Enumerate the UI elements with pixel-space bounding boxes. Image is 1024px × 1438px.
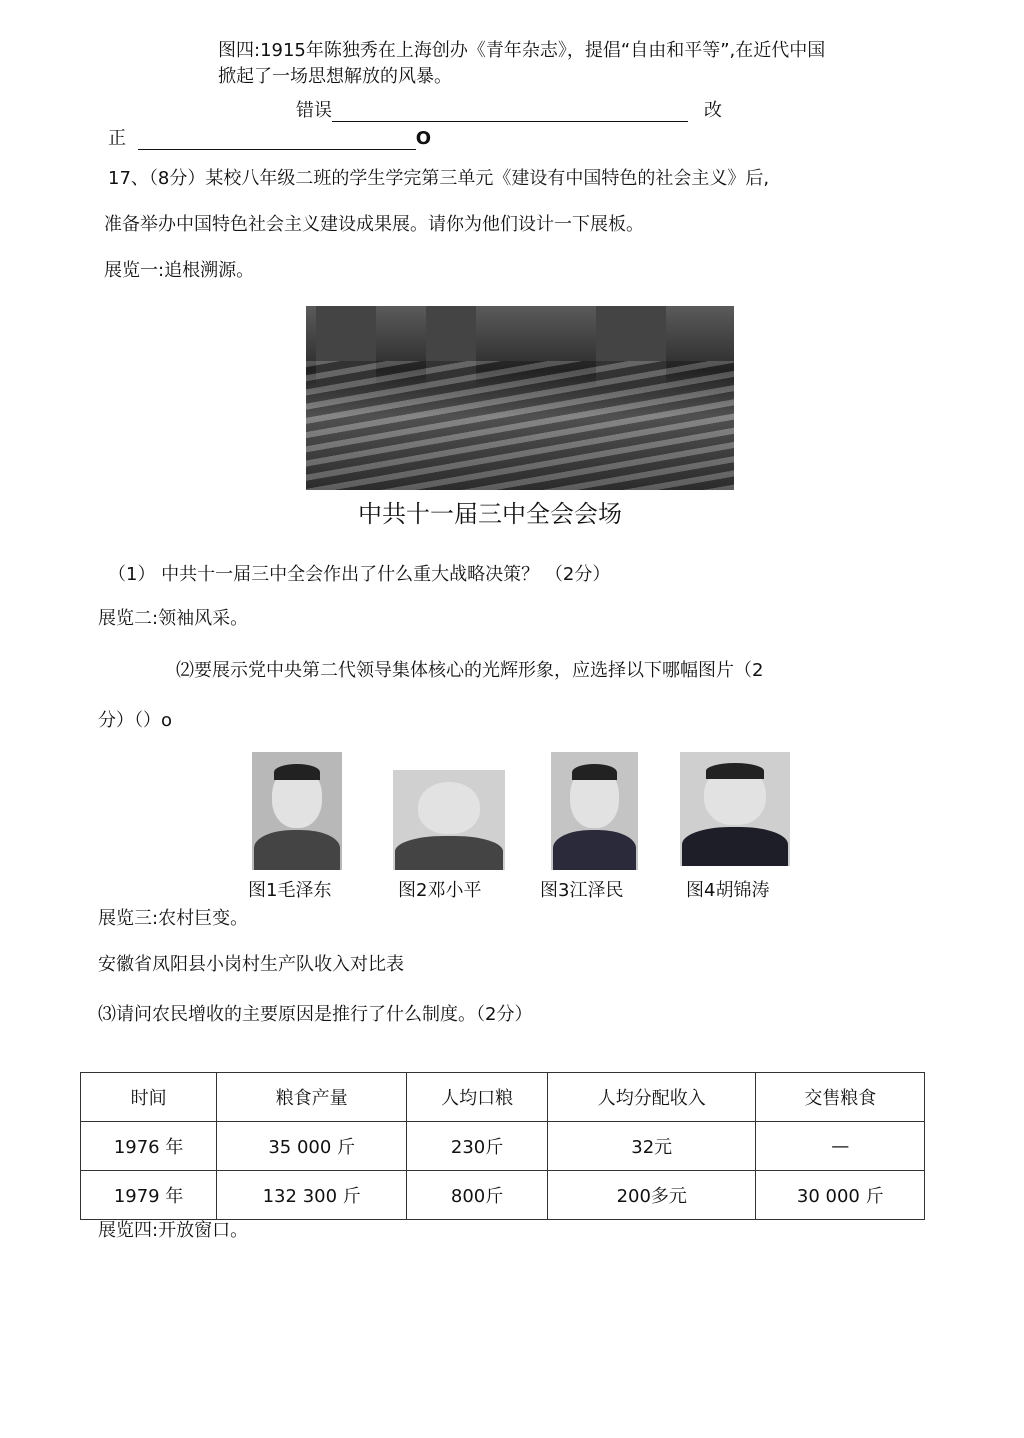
sub-question-3: ⑶请问农民增收的主要原因是推行了什么制度。（2分） [98, 1004, 533, 1025]
table-header-cell: 人均口粮 [407, 1073, 548, 1122]
portrait-caption-3: 图3江泽民 [540, 880, 624, 901]
end-mark: O [415, 128, 432, 149]
error-answer-blank[interactable] [332, 101, 688, 122]
fig4-text-line2: 掀起了一场思想解放的风暴。 [218, 66, 452, 87]
table-cell: 200多元 [548, 1171, 756, 1220]
exhibit2-title: 展览二:领袖风采。 [98, 608, 249, 629]
table-title: 安徽省凤阳县小岗村生产队收入对比表 [98, 954, 404, 975]
fig4-text-line1: 图四:1915年陈独秀在上海创办《青年杂志》，提倡“自由和平等”,在近代中国 [218, 40, 826, 61]
table-cell: — [756, 1122, 925, 1171]
error-label: 错误 [296, 100, 332, 121]
portrait-caption-4: 图4胡锦涛 [686, 880, 770, 901]
table-cell: 132 300 斤 [217, 1171, 407, 1220]
table-cell: 800斤 [407, 1171, 548, 1220]
table-cell: 30 000 斤 [756, 1171, 925, 1220]
table-row [81, 1122, 925, 1171]
table-row [81, 1171, 925, 1220]
table-header-cell: 时间 [81, 1073, 217, 1122]
correct-label-part2: 正 [108, 128, 126, 149]
sub-question-2-line2: 分）（）o [98, 710, 173, 731]
table-header-cell: 交售粮食 [756, 1073, 925, 1122]
q17-intro-line2: 准备举办中国特色社会主义建设成果展。请你为他们设计一下展板。 [104, 214, 644, 235]
correct-row [108, 124, 431, 150]
portrait-image-4[interactable] [680, 752, 790, 866]
portrait-image-3[interactable] [551, 752, 638, 870]
table-header-cell: 粮食产量 [217, 1073, 407, 1122]
table-header-row [81, 1073, 925, 1122]
table-cell: 1979 年 [81, 1171, 217, 1220]
correct-answer-blank[interactable] [138, 131, 416, 150]
table-cell: 1976 年 [81, 1122, 217, 1171]
photo-caption: 中共十一届三中全会会场 [358, 500, 622, 528]
income-comparison-table [80, 1072, 925, 1220]
sub-question-2-line1: ⑵要展示党中央第二代领导集体核心的光辉形象，应选择以下哪幅图片（2 [176, 660, 764, 681]
table-cell: 32元 [548, 1122, 756, 1171]
exhibit1-title: 展览一:追根溯源。 [104, 260, 255, 281]
table-cell: 230斤 [407, 1122, 548, 1171]
exhibit3-title: 展览三:农村巨变。 [98, 908, 249, 929]
q17-intro-line1: 17、（8分）某校八年级二班的学生学完第三单元《建设有中国特色的社会主义》后, [108, 168, 770, 189]
plenum-venue-photo [306, 306, 734, 490]
portrait-image-1[interactable] [252, 752, 342, 870]
portrait-caption-2: 图2邓小平 [398, 880, 482, 901]
correct-label-part1: 改 [704, 100, 722, 121]
sub-question-1: （1） 中共十一届三中全会作出了什么重大战略决策？ （2分） [108, 564, 611, 585]
table-cell: 35 000 斤 [217, 1122, 407, 1171]
error-row [296, 96, 688, 122]
table-header-cell: 人均分配收入 [548, 1073, 756, 1122]
portrait-caption-1: 图1毛泽东 [248, 880, 332, 901]
exhibit4-title: 展览四:开放窗口。 [98, 1220, 249, 1241]
portrait-image-2[interactable] [393, 770, 505, 870]
